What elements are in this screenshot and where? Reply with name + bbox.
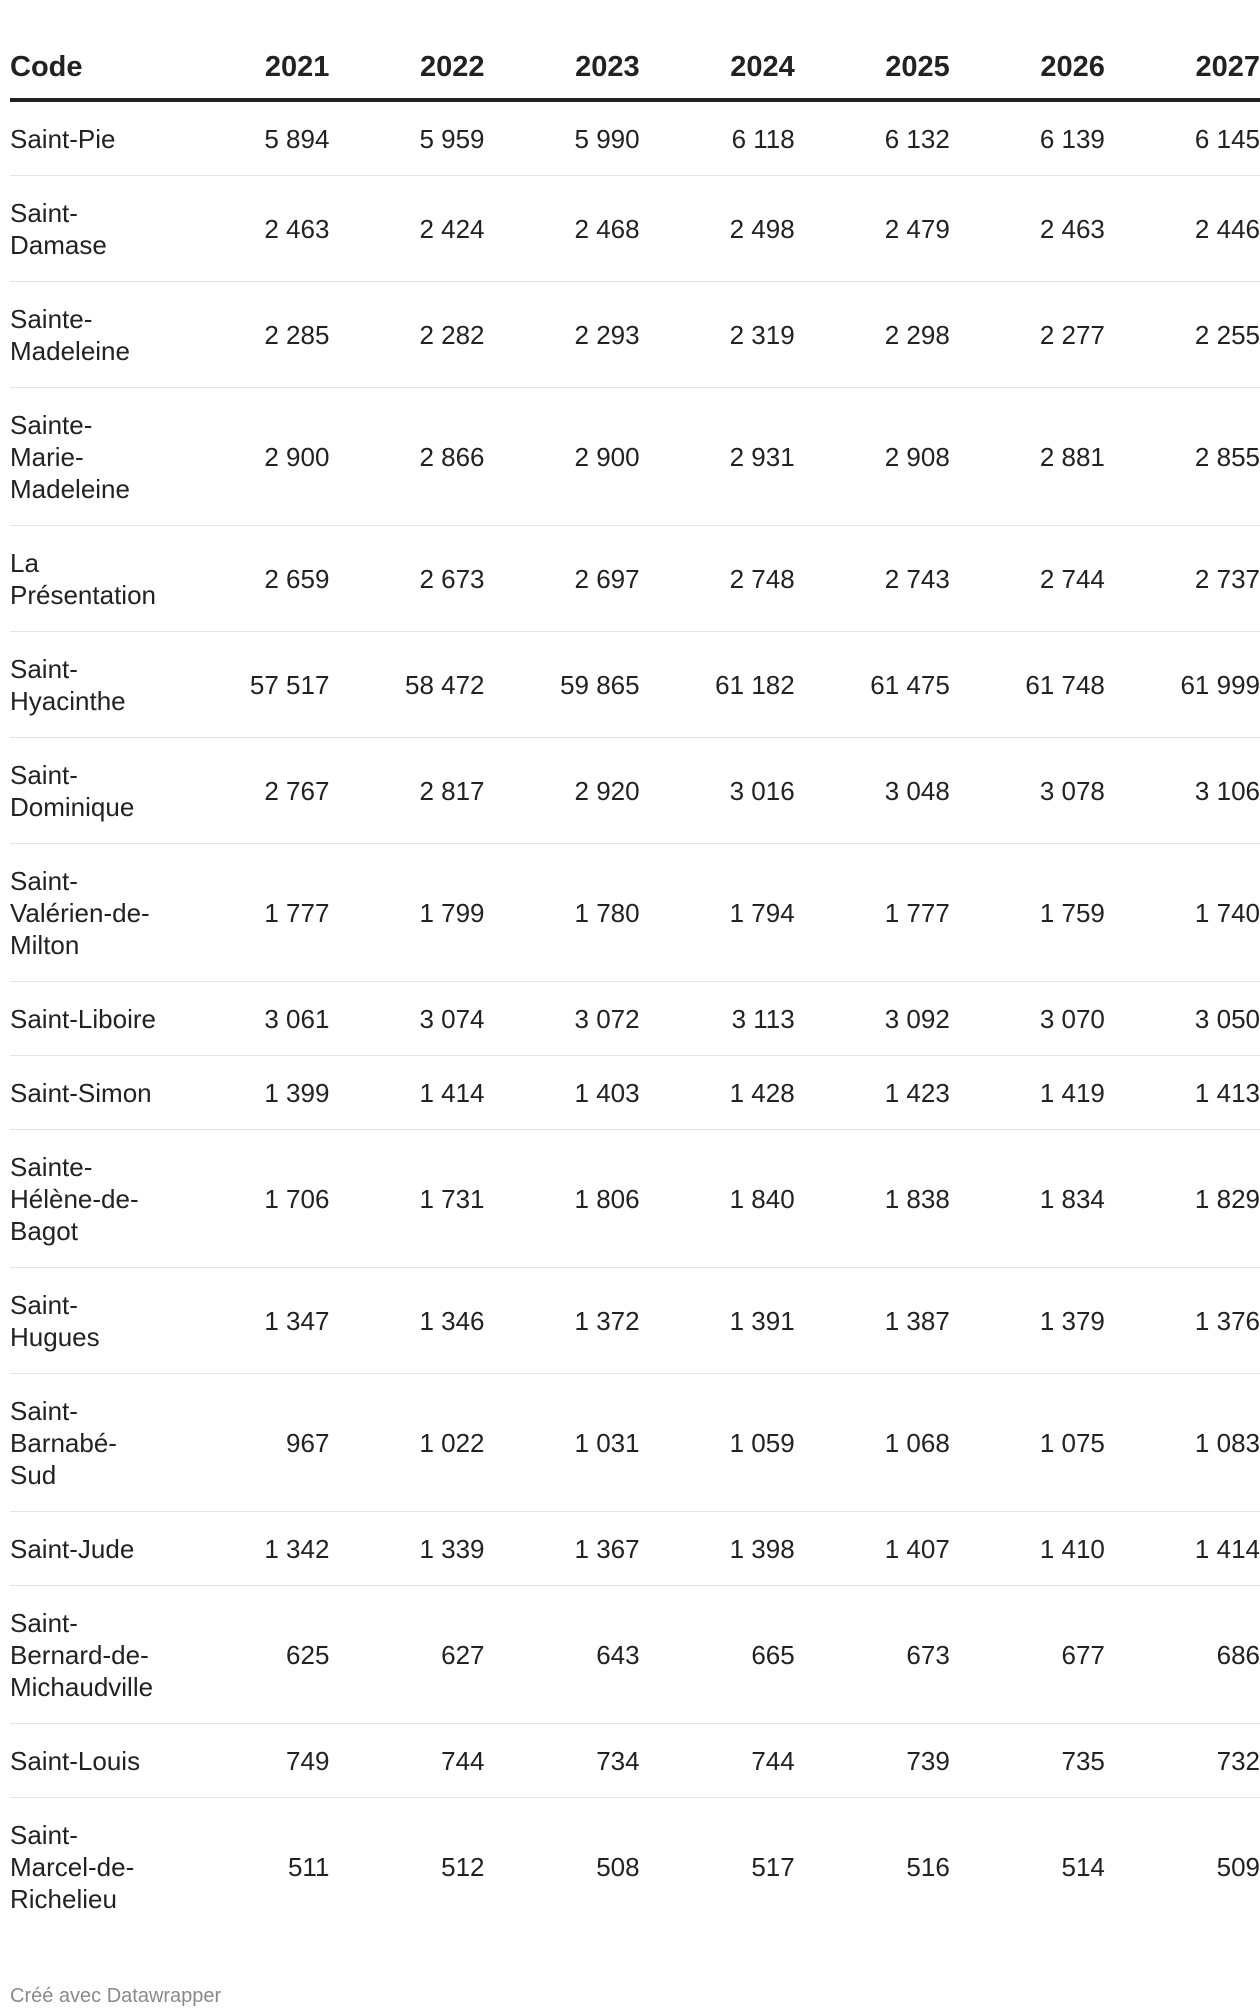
table-row xyxy=(10,100,1260,176)
value-cell: 1 083 xyxy=(1105,1374,1260,1512)
row-label-line: Bagot xyxy=(10,1216,78,1246)
row-label-line: Saint- xyxy=(10,760,78,790)
value-cell: 1 372 xyxy=(485,1268,640,1374)
row-label-line: Saint-Jude xyxy=(10,1534,135,1564)
value-cell: 6 145 xyxy=(1105,100,1260,176)
value-cell: 2 737 xyxy=(1105,526,1260,632)
row-label-cell xyxy=(10,1130,174,1268)
value-cell: 61 475 xyxy=(795,632,950,738)
row-label-line: Madeleine xyxy=(10,474,130,504)
row-label-line: Sainte- xyxy=(10,304,93,334)
table-row xyxy=(10,526,1260,632)
value-cell: 2 498 xyxy=(640,176,795,282)
value-cell: 749 xyxy=(174,1724,329,1798)
value-cell: 1 347 xyxy=(174,1268,329,1374)
value-cell: 1 759 xyxy=(950,844,1105,982)
value-cell: 3 061 xyxy=(174,982,329,1056)
column-header-year: 2023 xyxy=(485,36,640,100)
value-cell: 1 075 xyxy=(950,1374,1105,1512)
row-label-line: Sainte- xyxy=(10,410,93,440)
value-cell: 2 282 xyxy=(329,282,484,388)
row-label-cell xyxy=(10,982,174,1056)
value-cell: 2 446 xyxy=(1105,176,1260,282)
value-cell: 2 767 xyxy=(174,738,329,844)
value-cell: 6 132 xyxy=(795,100,950,176)
value-cell: 665 xyxy=(640,1586,795,1724)
footer-credit: Créé avec Datawrapper xyxy=(10,1985,222,2007)
value-cell: 514 xyxy=(1061,1852,1105,1882)
row-label-cell xyxy=(10,1374,174,1512)
value-cell: 1 379 xyxy=(950,1268,1105,1374)
value-cell: 1 840 xyxy=(640,1130,795,1268)
table-row xyxy=(10,1374,1260,1512)
value-cell: 1 346 xyxy=(329,1268,484,1374)
value-cell: 1 834 xyxy=(950,1130,1105,1268)
row-label-line: Milton xyxy=(10,930,80,960)
row-label-cell xyxy=(10,632,174,738)
row-label-line: Michaudville xyxy=(10,1672,154,1702)
value-cell: 3 016 xyxy=(640,738,795,844)
table-row xyxy=(10,1586,1260,1724)
row-label-cell xyxy=(10,1268,174,1374)
value-cell: 511 xyxy=(287,1852,330,1882)
row-label-cell xyxy=(10,282,174,388)
value-cell: 1 413 xyxy=(1105,1056,1260,1130)
table-row xyxy=(10,844,1260,982)
row-label-line: Saint- xyxy=(10,866,78,896)
value-cell: 508 xyxy=(596,1852,640,1882)
row-label-line: Sud xyxy=(10,1460,57,1490)
table-header-row xyxy=(10,36,1260,100)
row-label-line: Saint- xyxy=(10,1290,78,1320)
value-cell: 739 xyxy=(795,1724,950,1798)
value-cell: 1 414 xyxy=(329,1056,484,1130)
value-cell: 6 139 xyxy=(950,100,1105,176)
value-cell: 2 743 xyxy=(795,526,950,632)
value-cell: 3 113 xyxy=(640,982,795,1056)
column-header-year: 2025 xyxy=(795,36,950,100)
value-cell: 1 410 xyxy=(950,1512,1105,1586)
value-cell: 3 106 xyxy=(1105,738,1260,844)
row-label-line: Bernard-de- xyxy=(10,1640,149,1670)
value-cell: 2 463 xyxy=(950,176,1105,282)
value-cell: 2 744 xyxy=(950,526,1105,632)
column-header-code: Code xyxy=(10,36,174,100)
value-cell: 5 894 xyxy=(174,100,329,176)
value-cell: 2 277 xyxy=(950,282,1105,388)
value-cell: 517 xyxy=(751,1852,795,1882)
value-cell: 1 399 xyxy=(174,1056,329,1130)
row-label-line: Présentation xyxy=(10,580,156,610)
value-cell: 1 806 xyxy=(485,1130,640,1268)
row-label-line: Hélène-de- xyxy=(10,1184,139,1214)
value-cell: 1 829 xyxy=(1105,1130,1260,1268)
value-cell: 1 059 xyxy=(640,1374,795,1512)
row-label-line: Saint- xyxy=(10,198,78,228)
value-cell: 2 817 xyxy=(329,738,484,844)
row-label-line: Saint-Pie xyxy=(10,124,116,154)
table-row xyxy=(10,1056,1260,1130)
column-header-year: 2026 xyxy=(950,36,1105,100)
row-label-line: Marie- xyxy=(10,442,84,472)
value-cell: 1 391 xyxy=(640,1268,795,1374)
value-cell: 5 959 xyxy=(329,100,484,176)
value-cell: 1 407 xyxy=(795,1512,950,1586)
value-cell: 1 731 xyxy=(329,1130,484,1268)
table-row xyxy=(10,632,1260,738)
data-table xyxy=(10,36,1260,1935)
column-header-year: 2024 xyxy=(640,36,795,100)
value-cell: 1 706 xyxy=(174,1130,329,1268)
value-cell: 3 072 xyxy=(485,982,640,1056)
value-cell: 61 748 xyxy=(950,632,1105,738)
value-cell: 2 468 xyxy=(485,176,640,282)
value-cell: 3 070 xyxy=(950,982,1105,1056)
value-cell: 2 931 xyxy=(640,388,795,526)
value-cell: 744 xyxy=(329,1724,484,1798)
value-cell: 2 285 xyxy=(174,282,329,388)
table-row xyxy=(10,1130,1260,1268)
value-cell: 1 414 xyxy=(1105,1512,1260,1586)
value-cell: 1 428 xyxy=(640,1056,795,1130)
row-label-cell xyxy=(10,1724,174,1798)
value-cell: 2 920 xyxy=(485,738,640,844)
row-label-line: Saint-Louis xyxy=(10,1746,141,1776)
row-label-cell xyxy=(10,1512,174,1586)
table-row xyxy=(10,1798,1260,1936)
table-row xyxy=(10,1724,1260,1798)
value-cell: 1 838 xyxy=(795,1130,950,1268)
value-cell: 509 xyxy=(1216,1852,1260,1882)
row-label-line: Marcel-de- xyxy=(10,1852,135,1882)
value-cell: 1 423 xyxy=(795,1056,950,1130)
value-cell: 2 424 xyxy=(329,176,484,282)
value-cell: 61 999 xyxy=(1105,632,1260,738)
table-row xyxy=(10,176,1260,282)
value-cell: 2 673 xyxy=(329,526,484,632)
value-cell: 1 794 xyxy=(640,844,795,982)
value-cell: 3 048 xyxy=(795,738,950,844)
value-cell: 735 xyxy=(950,1724,1105,1798)
value-cell: 625 xyxy=(174,1586,329,1724)
row-label-line: Barnabé- xyxy=(10,1428,117,1458)
table-row xyxy=(10,388,1260,526)
value-cell: 2 908 xyxy=(795,388,950,526)
row-label-cell xyxy=(10,1056,174,1130)
row-label-line: Damase xyxy=(10,230,107,260)
row-label-cell xyxy=(10,100,174,176)
value-cell: 5 990 xyxy=(485,100,640,176)
value-cell: 1 777 xyxy=(174,844,329,982)
row-label-line: Saint- xyxy=(10,1396,78,1426)
row-label-cell xyxy=(10,738,174,844)
value-cell: 2 293 xyxy=(485,282,640,388)
value-cell: 627 xyxy=(329,1586,484,1724)
row-label-line: Hyacinthe xyxy=(10,686,126,716)
value-cell: 2 697 xyxy=(485,526,640,632)
value-cell: 732 xyxy=(1105,1724,1260,1798)
value-cell: 2 659 xyxy=(174,526,329,632)
row-label-line: Saint-Liboire xyxy=(10,1004,156,1034)
value-cell: 3 074 xyxy=(329,982,484,1056)
table-row xyxy=(10,1512,1260,1586)
value-cell: 2 319 xyxy=(640,282,795,388)
value-cell: 1 339 xyxy=(329,1512,484,1586)
value-cell: 1 342 xyxy=(174,1512,329,1586)
value-cell: 2 900 xyxy=(174,388,329,526)
row-label-line: Saint-Simon xyxy=(10,1078,152,1108)
table-row xyxy=(10,738,1260,844)
value-cell: 3 078 xyxy=(950,738,1105,844)
row-label-line: Richelieu xyxy=(10,1884,117,1914)
value-cell: 1 022 xyxy=(329,1374,484,1512)
row-label-line: Saint- xyxy=(10,1608,78,1638)
table-body xyxy=(10,100,1260,1935)
value-cell: 516 xyxy=(906,1852,950,1882)
value-cell: 734 xyxy=(485,1724,640,1798)
value-cell: 1 740 xyxy=(1105,844,1260,982)
row-label-line: Saint- xyxy=(10,654,78,684)
row-label-cell xyxy=(10,176,174,282)
value-cell: 3 092 xyxy=(795,982,950,1056)
value-cell: 1 398 xyxy=(640,1512,795,1586)
value-cell: 6 118 xyxy=(640,100,795,176)
value-cell: 2 900 xyxy=(485,388,640,526)
value-cell: 1 031 xyxy=(485,1374,640,1512)
row-label-line: Saint- xyxy=(10,1820,78,1850)
value-cell: 2 881 xyxy=(950,388,1105,526)
row-label-line: La xyxy=(10,548,39,578)
value-cell: 2 479 xyxy=(795,176,950,282)
value-cell: 512 xyxy=(441,1852,485,1882)
row-label-line: Hugues xyxy=(10,1322,100,1352)
row-label-cell xyxy=(10,844,174,982)
value-cell: 58 472 xyxy=(329,632,484,738)
row-label-line: Sainte- xyxy=(10,1152,93,1182)
value-cell: 59 865 xyxy=(485,632,640,738)
value-cell: 1 403 xyxy=(485,1056,640,1130)
row-label-cell xyxy=(10,1586,174,1724)
value-cell: 1 367 xyxy=(485,1512,640,1586)
value-cell: 2 855 xyxy=(1105,388,1260,526)
column-header-year: 2022 xyxy=(329,36,484,100)
value-cell: 967 xyxy=(174,1374,329,1512)
value-cell: 2 255 xyxy=(1105,282,1260,388)
value-cell: 2 866 xyxy=(329,388,484,526)
column-header-year: 2021 xyxy=(174,36,329,100)
row-label-line: Dominique xyxy=(10,792,135,822)
value-cell: 1 387 xyxy=(795,1268,950,1374)
row-label-cell xyxy=(10,1798,174,1936)
row-label-cell xyxy=(10,388,174,526)
table-row xyxy=(10,1268,1260,1374)
value-cell: 1 780 xyxy=(485,844,640,982)
value-cell: 673 xyxy=(795,1586,950,1724)
value-cell: 2 298 xyxy=(795,282,950,388)
value-cell: 2 463 xyxy=(174,176,329,282)
value-cell: 3 050 xyxy=(1105,982,1260,1056)
value-cell: 1 419 xyxy=(950,1056,1105,1130)
value-cell: 686 xyxy=(1105,1586,1260,1724)
value-cell: 57 517 xyxy=(174,632,329,738)
row-label-cell xyxy=(10,526,174,632)
value-cell: 643 xyxy=(485,1586,640,1724)
value-cell: 677 xyxy=(950,1586,1105,1724)
value-cell: 1 068 xyxy=(795,1374,950,1512)
value-cell: 1 799 xyxy=(329,844,484,982)
column-header-year: 2027 xyxy=(1105,36,1260,100)
value-cell: 1 376 xyxy=(1105,1268,1260,1374)
table-container xyxy=(10,36,1260,1976)
table-row xyxy=(10,982,1260,1056)
row-label-line: Madeleine xyxy=(10,336,130,366)
value-cell: 61 182 xyxy=(640,632,795,738)
value-cell: 2 748 xyxy=(640,526,795,632)
table-row xyxy=(10,282,1260,388)
value-cell: 744 xyxy=(640,1724,795,1798)
value-cell: 1 777 xyxy=(795,844,950,982)
row-label-line: Valérien-de- xyxy=(10,898,150,928)
